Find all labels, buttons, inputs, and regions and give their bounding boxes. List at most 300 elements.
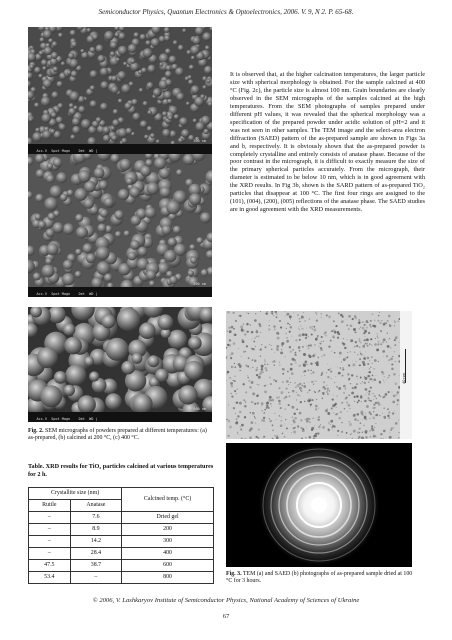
tem-particle: [290, 326, 293, 329]
grain: [205, 45, 210, 50]
tem-particle: [358, 436, 360, 438]
tem-particle: [340, 314, 343, 317]
grain: [53, 158, 63, 168]
tem-particle: [326, 391, 328, 393]
grain: [178, 385, 197, 404]
grain: [165, 48, 171, 54]
tem-particle: [254, 360, 257, 363]
grain: [159, 53, 169, 63]
tem-particle: [302, 328, 304, 330]
grain: [63, 323, 75, 335]
tem-particle: [260, 332, 261, 333]
tem-particle: [367, 363, 369, 365]
tem-particle: [389, 338, 391, 340]
tem-particle: [271, 345, 272, 346]
tem-particle: [248, 313, 249, 314]
tem-particle: [394, 320, 395, 321]
tem-particle: [357, 413, 360, 416]
tem-particle: [269, 320, 270, 321]
tem-particle: [373, 399, 374, 400]
tem-particle: [302, 346, 304, 348]
tem-particle: [378, 361, 379, 362]
grain: [111, 76, 117, 82]
tem-particle: [311, 398, 312, 399]
tem-particle: [327, 393, 329, 395]
tem-particle: [289, 324, 290, 325]
grain: [94, 168, 105, 179]
table-row: [29, 548, 214, 560]
tem-particle: [286, 380, 289, 383]
tem-particle: [384, 376, 385, 377]
grain: [104, 273, 113, 282]
tem-particle: [251, 421, 254, 424]
tem-scale-label: 40 nm: [401, 373, 406, 385]
tem-particle: [333, 329, 336, 332]
table-row: [29, 560, 214, 572]
tem-particle: [248, 357, 250, 359]
tem-particle: [308, 336, 309, 337]
tem-particle: [322, 386, 325, 389]
tem-particle: [349, 423, 352, 426]
tem-particle: [301, 316, 304, 319]
tem-particle: [246, 366, 247, 367]
tem-particle: [318, 426, 321, 429]
grain: [186, 102, 190, 106]
tem-particle: [265, 367, 267, 369]
tem-particle: [387, 408, 389, 410]
tem-particle: [257, 402, 260, 405]
tem-particle: [397, 404, 398, 405]
tem-particle: [377, 343, 379, 345]
tem-particle: [374, 359, 377, 362]
tem-particle: [292, 336, 293, 337]
tem-particle: [249, 436, 252, 439]
tem-particle: [246, 323, 248, 325]
tem-particle: [277, 337, 280, 340]
grain: [80, 49, 84, 53]
tem-particle: [347, 373, 349, 375]
tem-particle: [352, 361, 353, 362]
tem-particle: [382, 396, 384, 398]
grain: [169, 130, 176, 137]
tem-particle: [305, 419, 306, 420]
tem-particle: [360, 353, 362, 355]
tem-particle: [233, 328, 235, 330]
tem-particle: [393, 351, 395, 353]
grain: [173, 40, 178, 45]
tem-particle: [246, 345, 248, 347]
tem-particle: [377, 320, 379, 322]
tem-particle: [337, 430, 339, 432]
grain: [145, 40, 150, 45]
tem-particle: [309, 326, 312, 329]
grain: [97, 55, 105, 63]
sem-info-line1: Acc.V Spot Magn Det WD |: [36, 149, 98, 153]
tem-particle: [327, 412, 330, 415]
grain: [35, 128, 40, 133]
temp-cell: Dried gel: [122, 512, 214, 524]
tem-particle: [285, 333, 287, 335]
tem-particle: [321, 341, 322, 342]
tem-particle: [355, 361, 357, 363]
grain: [67, 71, 71, 75]
grain: [69, 103, 74, 108]
grain: [163, 91, 172, 100]
grain: [178, 45, 184, 51]
sem-info-bar-c: [28, 412, 212, 422]
tem-particle: [374, 407, 375, 408]
tem-particle: [230, 355, 231, 356]
tem-particle: [364, 357, 365, 358]
tem-particle: [373, 411, 374, 412]
tem-particle: [358, 323, 360, 325]
tem-particle: [227, 435, 229, 437]
tem-particle: [341, 375, 343, 377]
tem-particle: [285, 315, 286, 316]
tem-particle: [369, 430, 371, 432]
tem-particle: [296, 408, 298, 410]
tem-particle: [372, 393, 374, 395]
tem-particle: [321, 336, 323, 338]
grain: [145, 207, 156, 218]
grain: [57, 81, 63, 87]
grain: [50, 129, 55, 134]
tem-particle: [311, 373, 312, 374]
tem-particle: [377, 337, 379, 339]
grain: [132, 113, 140, 121]
tem-particle: [392, 412, 394, 414]
tem-particle: [240, 370, 241, 371]
tem-particle: [330, 340, 332, 342]
tem-particle: [330, 368, 331, 369]
tem-particle: [317, 417, 318, 418]
tem-particle: [276, 332, 279, 335]
tem-particle: [295, 352, 297, 354]
grain: [147, 182, 159, 194]
grain: [165, 79, 172, 86]
tem-particle: [302, 334, 303, 335]
tem-particle: [322, 392, 325, 395]
tem-particle: [231, 385, 233, 387]
tem-particle: [229, 330, 232, 333]
grain: [155, 369, 168, 382]
sem-scale-label-b: 500 nm: [193, 282, 206, 286]
tem-particle: [246, 313, 247, 314]
tem-particle: [233, 342, 236, 345]
grain: [189, 65, 194, 70]
tem-particle: [364, 377, 367, 380]
tem-particle: [398, 419, 399, 420]
tem-particle: [313, 326, 315, 328]
saed-rings: [226, 443, 412, 567]
tem-particle: [319, 390, 321, 392]
tem-particle: [364, 400, 366, 402]
grain: [44, 197, 57, 210]
grain: [162, 129, 170, 137]
tem-particle: [258, 323, 260, 325]
grain: [57, 103, 63, 109]
grain: [147, 355, 159, 367]
grain: [96, 246, 110, 260]
grain: [138, 247, 148, 257]
tem-particle: [383, 407, 385, 409]
grain: [176, 169, 182, 175]
tem-particle: [395, 382, 398, 385]
tem-particle: [337, 435, 338, 436]
table-row: [29, 572, 214, 584]
tem-particle: [314, 344, 316, 346]
grain: [147, 126, 152, 131]
tem-particle: [362, 327, 365, 330]
tem-particle: [356, 383, 358, 385]
grain: [169, 276, 177, 284]
tem-particle: [308, 345, 310, 347]
tem-particle: [276, 313, 278, 315]
body-paragraph: It is observed that, at the higher calcination temperatures, the larger particle size with spherical morphology is obtained. For the sample calcined at 400 °C (Fig. 2c), the particle size is almost 100 nm. Grain boundaries are clearly observed in the SEM micrographs of the samples calcined at the high temperatures. From the SEM photographs of samples prepared under different pH values, it was revealed that the spherical morphology was a specification of the prepared powder under acidic solution of pH=2 and it was not seen in other samples. The TEM image and the select-area electron diffraction (SAED) pattern of the as-prepared sample are shown in Figs 3a and b, respectively. It is obviously shown that the as-prepared powder is completely crystalline and entirely consists of anatase phase. Because of the poor contrast in the micrograph, it is difficult to exactly measure the size of the primary spherical particles accurately. From the micrograph, their diameter is estimated to be below 10 nm, which is in good agreement with the XRD results. In Fig 3b, shown is the SARD pattern of as-prepared TiO₂ particles that disappear at 100 °C. The first four rings are assigned to the (101), (004), (200), (005) reflections of the anatase phase. The SAED studies are in good agreement with the XRD measurements.: [230, 71, 425, 214]
tem-particle: [397, 400, 398, 401]
tem-particle: [244, 416, 246, 418]
saed-pattern-image: [226, 443, 412, 567]
tem-particle: [283, 397, 286, 400]
grain: [75, 271, 82, 278]
tem-particle: [237, 432, 238, 433]
tem-particle: [236, 421, 237, 422]
tem-particle: [365, 394, 366, 395]
tem-particle: [233, 407, 235, 409]
tem-particle: [312, 399, 314, 401]
grain: [92, 121, 99, 128]
grain: [128, 44, 137, 53]
tem-particle: [372, 363, 373, 364]
tem-particle: [291, 432, 292, 433]
tem-particle: [298, 346, 301, 349]
grain: [101, 314, 115, 328]
grain: [191, 56, 195, 60]
tem-particle: [309, 400, 311, 402]
tem-particle: [255, 369, 257, 371]
grain: [78, 395, 96, 413]
tem-particle: [390, 429, 392, 431]
tem-particle: [383, 416, 386, 419]
tem-particle: [243, 383, 245, 385]
tem-particle: [241, 438, 242, 439]
tem-particle: [272, 425, 274, 427]
tem-particle: [282, 373, 284, 375]
tem-particle: [265, 361, 267, 363]
tem-particle: [268, 407, 270, 409]
tem-particle: [382, 350, 385, 353]
tem-particle: [350, 351, 352, 353]
tem-particle: [234, 366, 236, 368]
tem-particle: [383, 430, 386, 433]
tem-particle: [320, 343, 322, 345]
tem-particle: [364, 339, 366, 341]
grain: [90, 70, 98, 78]
sem-texture-c: [28, 307, 212, 422]
tem-particle: [350, 383, 351, 384]
tem-particle: [366, 327, 368, 329]
tem-particle: [303, 370, 306, 373]
grain: [90, 100, 97, 107]
tem-particle: [365, 432, 367, 434]
grain: [83, 198, 94, 209]
grain: [47, 163, 53, 169]
grain: [121, 138, 127, 144]
tem-particle: [332, 335, 335, 338]
tem-particle: [368, 332, 370, 334]
tem-particle: [235, 320, 237, 322]
tem-particle: [316, 319, 318, 321]
tem-particle: [238, 363, 241, 366]
grain: [154, 157, 166, 169]
tem-particle: [370, 387, 372, 389]
tem-particle: [313, 381, 314, 382]
tem-particle: [268, 328, 270, 330]
tem-particle: [279, 403, 281, 405]
tem-particle: [276, 396, 279, 399]
tem-particle: [273, 379, 275, 381]
sem-scale-label-a: 500 nm: [193, 139, 206, 143]
grain: [184, 361, 203, 380]
tem-particle: [379, 381, 380, 382]
tem-particle: [297, 425, 299, 427]
tem-particle: [251, 381, 254, 384]
tem-particle: [290, 350, 292, 352]
tem-particle: [390, 347, 391, 348]
tem-particle: [396, 394, 398, 396]
tem-particle: [375, 423, 376, 424]
grain: [43, 79, 52, 88]
tem-particle: [328, 346, 330, 348]
grain: [76, 226, 88, 238]
tem-particle: [241, 356, 242, 357]
tem-particle: [379, 415, 381, 417]
tem-particle: [371, 356, 373, 358]
grain: [68, 53, 74, 59]
tem-particle: [334, 404, 336, 406]
tem-particle: [289, 377, 290, 378]
sem-scale-label-c: 500 nm: [193, 407, 206, 411]
tem-particle: [338, 387, 341, 390]
tem-particle: [303, 363, 305, 365]
tem-particle: [328, 428, 330, 430]
tem-particle: [340, 411, 342, 413]
tem-particle: [291, 372, 294, 375]
grain: [35, 214, 42, 221]
tem-particle: [368, 390, 370, 392]
grain: [78, 106, 85, 113]
tem-particle: [290, 319, 291, 320]
tem-particle: [270, 383, 272, 385]
tem-particle: [279, 415, 280, 416]
grain: [140, 120, 148, 128]
tem-particle: [338, 312, 340, 314]
tem-particle: [384, 382, 385, 383]
tem-particle: [378, 315, 379, 316]
tem-particle: [394, 411, 395, 412]
tem-particle: [328, 422, 330, 424]
tem-particle: [370, 326, 371, 327]
tem-particle: [357, 379, 358, 380]
grain: [188, 75, 192, 79]
tem-particle: [261, 402, 264, 405]
tem-particle: [299, 395, 300, 396]
tem-particle: [360, 383, 361, 384]
tem-particle: [257, 384, 258, 385]
grain: [104, 31, 114, 41]
tem-particle: [317, 419, 319, 421]
tem-particle: [340, 367, 342, 369]
grain: [118, 46, 128, 56]
tem-particle: [249, 386, 251, 388]
fig3-caption: [226, 571, 416, 586]
tem-particle: [394, 344, 396, 346]
tem-particle: [228, 420, 231, 423]
tem-particle: [327, 390, 328, 391]
tem-particle: [239, 402, 242, 405]
grain: [164, 35, 170, 41]
tem-particle: [304, 320, 306, 322]
tem-particle: [353, 414, 356, 417]
tem-particle: [237, 433, 238, 434]
tem-particle: [316, 399, 317, 400]
tem-particle: [310, 344, 312, 346]
tem-particle: [261, 405, 262, 406]
tem-particle: [308, 370, 310, 372]
tem-particle: [381, 320, 382, 321]
grain: [110, 41, 118, 49]
tem-particle: [293, 431, 296, 434]
sem-image-b: [28, 154, 212, 297]
tem-particle: [228, 344, 231, 347]
grain: [206, 79, 210, 83]
tem-particle: [280, 420, 282, 422]
tem-particle: [351, 392, 354, 395]
tem-particle: [370, 413, 372, 415]
tem-particle: [335, 413, 337, 415]
tem-particle: [322, 371, 323, 372]
grain: [143, 48, 153, 58]
tem-particle: [351, 433, 352, 434]
tem-particle: [346, 432, 348, 434]
tem-particle: [317, 335, 319, 337]
grain: [118, 32, 126, 40]
tem-particle: [307, 347, 309, 349]
tem-particle: [367, 392, 368, 393]
grain: [124, 103, 131, 110]
tem-particle: [249, 429, 252, 432]
tem-particle: [323, 354, 325, 356]
tem-particle: [341, 322, 342, 323]
tem-particle: [345, 357, 347, 359]
tem-particle: [347, 339, 348, 340]
tem-particle: [380, 433, 382, 435]
sem-info-bar-a: [28, 144, 212, 154]
tem-particle: [278, 400, 281, 403]
tem-particle: [292, 390, 293, 391]
tem-particle: [354, 401, 355, 402]
tem-particle: [300, 325, 301, 326]
grain: [60, 194, 68, 202]
grain: [100, 68, 109, 77]
tem-particle: [383, 356, 384, 357]
tem-particle: [378, 403, 380, 405]
tem-particle: [258, 376, 261, 379]
tem-particle: [364, 382, 367, 385]
grain: [59, 124, 66, 131]
tem-particle: [369, 368, 370, 369]
tem-particle: [354, 315, 356, 317]
